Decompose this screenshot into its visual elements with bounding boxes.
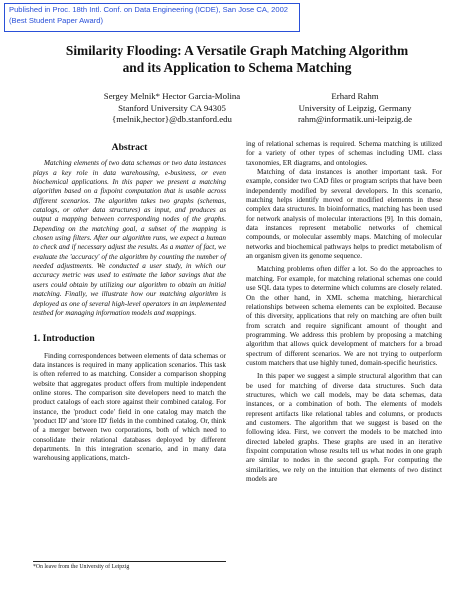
right-paragraph-2: Matching problems often differ a lot. So do the approaches to matching. For example, for matching relational schemas one could use SQL data types to determine which columns are closely related. On the other hand, in XML schema matching, hierarchical relationships between schema elements can be exploited. Because of this diversity, applications that rely on matching are often built from scratch and require significant amount of thought and programming. We address this problem by proposing a matching algorithm that allows quick development of matchers for a broad spectrum of different scenarios. We are not trying to outperform custom matchers that use highly tuned, domain-specific heuristics. [246,265,442,367]
author-block-left [72,91,272,126]
right-paragraph-0: ing of relational schemas is required. Schema matching is utilized for a variety of other types of schemas including UML class taxonomies, ER diagrams, and ontologies. [246,140,442,167]
author-block-right [270,91,440,126]
publication-banner [4,3,300,32]
title-line-1: Similarity Flooding: A Versatile Graph Matching Algorithm [65,43,409,58]
footnote: *On leave from the University of Leipzig [33,561,226,571]
abstract-heading: Abstract [111,142,148,153]
banner-line-2: (Best Student Paper Award) [9,15,103,25]
affiliation-right: University of Leipzig, Germany [298,102,412,113]
email-left: {melnik,hector}@db.stanford.edu [112,114,232,125]
right-column [246,140,442,484]
left-column [33,143,226,464]
banner-line-1: Published in Proc. 18th Intl. Conf. on Data Engineering (ICDE), San Jose CA, 2002 [9,5,289,14]
abstract-text: Matching elements of two data schemas or two data instances plays a key role in data warehousing, e-business, or even biochemical applications. In this paper we present a matching algorithm based on a fixpoint computation that is usable across different scenarios. The algorithm takes two graphs (schemas, catalogs, or other data structures) as input, and produces as output a mapping between corresponding nodes of the graphs. Depending on the matching goal, a subset of the mapping is chosen using filters. After our algorithm runs, we expect a human to check and if necessary adjust the results. As a matter of fact, we evaluate the 'accuracy' of the algorithm by counting the number of needed adjustments. We conducted a user study, in which our accuracy metric was used to estimate the labor savings that the users could obtain by utilizing our algorithm to obtain an initial matching. Finally, we illustrate how our matching algorithm is deployed as one of several high-level operators in an implemented testbed for managing information models and mappings. [33,159,226,317]
right-paragraph-3: In this paper we suggest a simple structural algorithm that can be used for matching of diverse data structures. Such data structures, which we call models, may be data schemas, data instances, or a combination of both. The elements of models represent artifacts like relational tables and columns, or products and customers. The algorithm that we suggest is based on the following idea. First, we convert the models to be matched into directed labeled graphs. These graphs are used in an iterative fixpoint computation whose results tell us what nodes in one graph are similar to nodes in the second graph. For computing the similarities, we rely on the intuition that elements of two distinct models are [246,372,442,484]
paper-title [30,43,444,76]
affiliation-left: Stanford University CA 94305 [118,102,226,113]
intro-paragraph: Finding correspondences between elements of data schemas or data instances is required in many application scenarios. This task is often referred to as matching. Consider a comparison shopping website that aggregates product offers from multiple independent online stores. The comparison site developers need to match the product catalogs of each store against their combined catalog. For instance, the 'product code' field in one catalog may match the 'product ID' and 'store ID' fields in the combined catalog. Or, think of a merger between two corporations, both of which need to consolidate their relational databases deployed by different departments. In this integration scenario, and in many data warehousing applications, match- [33,351,226,463]
right-paragraph-1: Matching of data instances is another important task. For example, consider two CAD files or program scripts that have been independently modified by several developers. In this scenario, matching helps identify moved or modified elements in these complex data structures. In bioinformatics, matching has been used for network analysis of molecular interactions [9]. In this domain, data instances represent metabolic networks of chemical compounds, or molecular assembly maps. Matching of molecular networks and biochemical pathways helps to predict metabolism of an organism given its genome sequence. [246,168,442,261]
title-line-2: and its Application to Schema Matching [122,59,352,75]
intro-heading: 1. Introduction [33,333,95,345]
author-names-left: Sergey Melnik* Hector Garcia-Molina [103,91,241,101]
author-name-right: Erhard Rahm [331,91,379,101]
email-right: rahm@informatik.uni-leipzig.de [297,114,413,125]
